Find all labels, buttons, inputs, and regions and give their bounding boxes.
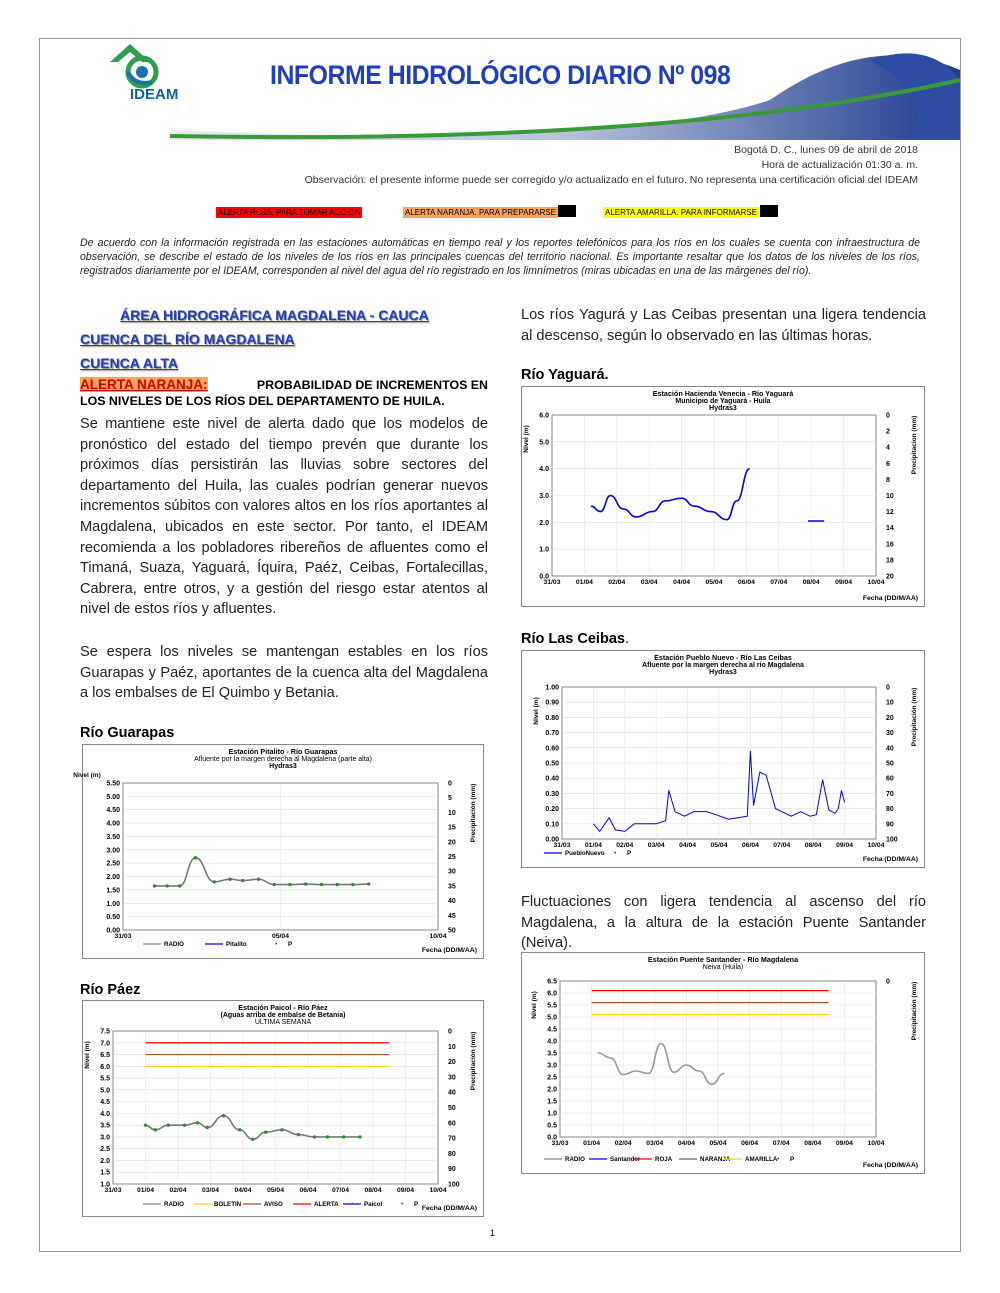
y2-tick-label: 0 xyxy=(448,780,452,788)
update-line: Hora de actualización 01:30 a. m. xyxy=(761,159,918,171)
chart-title: Estación Hacienda Venecia - Río Yaguará xyxy=(652,389,794,398)
y-tick-label: 3.0 xyxy=(547,1062,557,1070)
paragraph-stable: Se espera los niveles se mantengan estables en los ríos Guarapas y Paéz, aportantes de la cuenca alta del Magdalena a los embalses de El Quimbo y Betania. xyxy=(80,644,488,702)
area-heading: ÁREA HIDROGRÁFICA MAGDALENA - CAUCA xyxy=(120,307,429,323)
y-tick-label: 6.0 xyxy=(547,990,557,998)
x-axis-label: Fecha (DD/M/AA) xyxy=(862,595,918,602)
x-tick-label: 02/04 xyxy=(608,579,626,586)
x-tick-label: 10/04 xyxy=(867,579,885,586)
data-point xyxy=(222,1114,225,1117)
data-point xyxy=(154,1128,157,1131)
alert-orange-swatch xyxy=(558,205,576,217)
x-tick-label: 03/04 xyxy=(201,1187,220,1194)
intro-paragraph: De acuerdo con la información registrada en las estaciones automáticas en tiempo real y los reportes telefónicos para los ríos en los cuales se cuenta con infraestructura de observación, se describe el estado de los niveles de los ríos en las principales cuencas del territorio nacional. Es importante resaltar que los datos de los niveles de los ríos, registrados diariamente por el IDEAM, corresponden al nivel del agua del río registrado en los limnímetros (miras ubicadas en una de las márgenes del río). xyxy=(80,237,920,277)
y2-tick-label: 0 xyxy=(886,684,890,692)
legend-marker: • xyxy=(777,1156,780,1163)
y-tick-label: 4.5 xyxy=(547,1026,557,1034)
y-tick-label: 4.5 xyxy=(100,1099,110,1107)
x-tick-label: 10/04 xyxy=(867,1140,885,1147)
y-tick-label: 0.70 xyxy=(545,730,559,738)
y-tick-label: 6.5 xyxy=(100,1052,110,1060)
alert-yellow-badge: ALERTA AMARILLA. PARA INFORMARSE xyxy=(605,208,758,217)
chart-ceibas xyxy=(521,650,925,868)
legend-label: ROJA xyxy=(655,1156,673,1163)
x-tick-label: 05/04 xyxy=(271,933,290,940)
x-tick-label: 04/04 xyxy=(679,842,697,849)
y-tick-label: 0.10 xyxy=(545,821,559,829)
x-tick-label: 06/04 xyxy=(741,1140,759,1147)
chart-subtitle: Neiva (Huila) xyxy=(702,964,744,971)
x-tick-label: 02/04 xyxy=(616,842,634,849)
chart-subtitle-2: Hydras3 xyxy=(269,763,297,770)
data-point xyxy=(238,1128,241,1131)
data-point xyxy=(288,883,291,886)
y-tick-label: 0.00 xyxy=(545,836,559,844)
x-tick-label: 03/04 xyxy=(647,842,665,849)
heading-ceibas xyxy=(521,631,629,647)
chart-subtitle: Municipio de Yaguará - Huila xyxy=(675,398,771,405)
chart-subtitle: Afluente por la margen derecha al Magdalena (parte alta) xyxy=(194,756,372,763)
y2-tick-label: 20 xyxy=(886,573,894,581)
x-tick-label: 08/04 xyxy=(364,1187,382,1194)
x-tick-label: 31/03 xyxy=(114,933,132,940)
y-tick-label: 0.00 xyxy=(106,927,120,935)
data-point xyxy=(194,856,197,859)
chart-subtitle: (Aguas arriba de embalse de Betania) xyxy=(220,1012,346,1019)
y-tick-label: 4.0 xyxy=(547,1038,557,1046)
y-axis-label: Nivel (m) xyxy=(533,697,540,725)
chart-subtitle: Afluente por la margen derecha al río Magdalena xyxy=(642,662,804,669)
legend-label: BOLETIN xyxy=(214,1201,242,1208)
x-tick-label: 10/04 xyxy=(429,1187,447,1194)
y-tick-label: 1.0 xyxy=(539,546,549,554)
legend-label: Pitalito xyxy=(226,941,247,948)
legend-label: ALERTA xyxy=(314,1201,339,1208)
x-tick-label: 08/04 xyxy=(804,842,822,849)
data-point xyxy=(213,880,216,883)
legend-label: PuebloNuevo xyxy=(565,850,605,857)
chart-title: Estación Pitalito - Río Guarapas xyxy=(228,747,338,756)
y-tick-label: 5.5 xyxy=(100,1075,110,1083)
y-tick-label: 5.5 xyxy=(547,1002,557,1010)
y2-tick-label: 35 xyxy=(448,883,456,891)
legend-marker: • xyxy=(614,850,617,857)
alert-title-line-2: LOS NIVELES DE LOS RÍOS DEL DEPARTAMENTO DE HUILA. xyxy=(80,394,445,408)
x-tick-label: 06/04 xyxy=(741,842,759,849)
date-line: Bogotá D. C., lunes 09 de abril de 2018 xyxy=(734,144,918,156)
y-tick-label: 1.50 xyxy=(106,887,120,895)
data-point xyxy=(358,1135,361,1138)
y-tick-label: 2.5 xyxy=(547,1074,557,1082)
data-point xyxy=(280,1128,283,1131)
y2-tick-label: 10 xyxy=(886,699,894,707)
data-point xyxy=(228,878,231,881)
x-tick-label: 05/04 xyxy=(266,1187,285,1194)
y-tick-label: 0.0 xyxy=(547,1134,557,1142)
y-tick-label: 5.50 xyxy=(106,780,120,788)
y2-tick-label: 0 xyxy=(886,978,890,986)
data-point xyxy=(183,1123,186,1126)
legend xyxy=(143,941,292,948)
y-tick-label: 2.5 xyxy=(100,1146,110,1154)
x-tick-label: 08/04 xyxy=(802,579,820,586)
x-tick-label: 03/04 xyxy=(646,1140,664,1147)
data-point xyxy=(144,1123,147,1126)
y-tick-label: 0.40 xyxy=(545,775,559,783)
x-tick-label: 02/04 xyxy=(614,1140,632,1147)
chart-title: Estación Pueblo Nuevo - Río Las Ceibas xyxy=(654,653,792,662)
chart-guarapas xyxy=(73,744,484,959)
y-tick-label: 7.0 xyxy=(100,1040,110,1048)
y-axis-label: Nivel (m) xyxy=(531,991,538,1019)
y-tick-label: 3.5 xyxy=(547,1050,557,1058)
y2-tick-label: 20 xyxy=(886,714,894,722)
data-point xyxy=(313,1135,316,1138)
data-point xyxy=(165,884,168,887)
y-tick-label: 2.0 xyxy=(539,519,549,527)
x-tick-label: 07/04 xyxy=(331,1187,350,1194)
x-tick-label: 09/04 xyxy=(836,842,854,849)
series-line xyxy=(598,1043,724,1084)
y-tick-label: 1.0 xyxy=(100,1181,110,1189)
x-tick-label: 05/04 xyxy=(710,842,728,849)
y-tick-label: 2.0 xyxy=(547,1086,557,1094)
data-point xyxy=(257,878,260,881)
legend-marker: • xyxy=(351,1201,354,1208)
y2-axis-label: Precipitación (mm) xyxy=(911,981,918,1041)
y-tick-label: 3.50 xyxy=(106,833,120,841)
data-point xyxy=(264,1131,267,1134)
y2-tick-label: 100 xyxy=(886,836,898,844)
y-tick-label: 1.00 xyxy=(106,900,120,908)
data-point xyxy=(297,1133,300,1136)
x-tick-label: 04/04 xyxy=(677,1140,695,1147)
logo-text: IDEAM xyxy=(130,86,179,103)
y2-tick-label: 2 xyxy=(886,428,890,436)
x-axis-label: Fecha (DD/M/AA) xyxy=(421,947,477,954)
chart-subtitle-2: Hydras3 xyxy=(709,669,737,676)
y-tick-label: 0.20 xyxy=(545,806,559,814)
data-point xyxy=(326,1135,329,1138)
legend-label: Santander xyxy=(610,1156,641,1163)
y-tick-label: 2.00 xyxy=(106,874,120,882)
data-point xyxy=(273,883,276,886)
y2-axis-label: Precipitacion (mm) xyxy=(911,415,918,475)
x-tick-label: 09/04 xyxy=(396,1187,415,1194)
x-axis-label: Fecha (DD/M/AA) xyxy=(421,1205,477,1212)
y-tick-label: 3.0 xyxy=(539,493,549,500)
legend xyxy=(544,850,631,857)
y2-tick-label: 50 xyxy=(886,760,894,768)
y-tick-label: 5.0 xyxy=(547,1014,557,1022)
y-tick-label: 6.5 xyxy=(547,978,557,986)
y2-axis-label: Precipitación (mm) xyxy=(911,687,918,747)
legend xyxy=(544,1156,794,1163)
legend-label: P xyxy=(627,850,632,857)
y-axis-label: Nivel (m) xyxy=(523,425,530,453)
y2-tick-label: 80 xyxy=(448,1150,456,1158)
y2-tick-label: 14 xyxy=(886,525,894,533)
x-tick-label: 31/03 xyxy=(551,1140,569,1147)
x-axis-label: Fecha (DD/M/AA) xyxy=(862,856,918,863)
y-tick-label: 2.0 xyxy=(100,1157,110,1165)
x-tick-label: 31/03 xyxy=(543,579,561,586)
y-tick-label: 1.5 xyxy=(547,1098,557,1106)
y-tick-label: 1.00 xyxy=(545,684,559,692)
cuenca-heading: CUENCA DEL RÍO MAGDALENA xyxy=(80,331,295,347)
y2-tick-label: 50 xyxy=(448,927,456,935)
x-tick-label: 10/04 xyxy=(429,933,447,940)
alert-yellow-swatch xyxy=(760,205,778,217)
y2-tick-label: 0 xyxy=(886,412,890,420)
x-tick-label: 09/04 xyxy=(835,579,853,586)
legend-marker: • xyxy=(275,941,278,948)
y2-tick-label: 18 xyxy=(886,557,894,565)
y2-tick-label: 8 xyxy=(886,476,890,484)
x-tick-label: 10/04 xyxy=(867,842,885,849)
y-tick-label: 0.0 xyxy=(539,573,549,581)
y-tick-label: 2.50 xyxy=(106,860,120,868)
x-tick-label: 08/04 xyxy=(804,1140,822,1147)
x-tick-label: 01/04 xyxy=(136,1187,155,1194)
y-tick-label: 6.0 xyxy=(100,1063,110,1071)
y-tick-label: 0.60 xyxy=(545,745,559,753)
x-tick-label: 05/04 xyxy=(709,1140,727,1147)
chart-magdalena xyxy=(521,952,925,1174)
y2-tick-label: 5 xyxy=(448,795,452,803)
y-tick-label: 0.50 xyxy=(106,914,120,922)
x-tick-label: 06/04 xyxy=(299,1187,317,1194)
y2-tick-label: 25 xyxy=(448,854,456,861)
legend-label: NARANJA xyxy=(700,1156,731,1163)
y2-tick-label: 70 xyxy=(886,790,894,798)
x-tick-label: 09/04 xyxy=(835,1140,853,1147)
y-tick-label: 5.0 xyxy=(100,1087,110,1095)
y2-tick-label: 45 xyxy=(448,912,456,920)
y-tick-label: 3.0 xyxy=(100,1134,110,1142)
y-tick-label: 0.90 xyxy=(545,699,559,707)
paragraph-alert: Se mantiene este nivel de alerta dado que los modelos de pronóstico del estado del tiempo prevén que durante los próximos días persistirán las lluvias sobre sectores del departamento del Huila, las cuales podrían generar nuevos incrementos súbitos con valores altos en los ríos aportantes al Magdalena, ubicados en este sector. Por tanto, el IDEAM recomienda a los pobladores ribereños de afluentes como el Timaná, Suaza, Yaguará, Íquira, Paéz, Ceibas, Fortalecillas, Cabrera, entre otros, y a gestión del riesgo estar atentos al nivel de estos ríos y afluentes. xyxy=(80,416,488,618)
x-tick-label: 02/04 xyxy=(169,1187,187,1194)
alert-red-badge: ALERTA ROJA. PARA TOMAR ACCIÓN xyxy=(218,208,361,217)
data-point xyxy=(351,883,354,886)
y2-tick-label: 10 xyxy=(886,493,894,500)
legend-label: RADIO xyxy=(164,1201,184,1208)
y2-axis-label: Precipitación (mm) xyxy=(470,783,477,843)
y2-tick-label: 60 xyxy=(448,1120,456,1128)
y2-tick-label: 40 xyxy=(448,898,456,906)
data-point xyxy=(336,883,339,886)
y-tick-label: 0.80 xyxy=(545,714,559,722)
data-point xyxy=(196,1121,199,1124)
y-tick-label: 1.5 xyxy=(100,1169,110,1177)
chart-svg-paez xyxy=(83,1001,483,1216)
x-tick-label: 05/04 xyxy=(705,579,723,586)
heading-guarapas: Río Guarapas xyxy=(80,725,175,741)
x-tick-label: 01/04 xyxy=(575,579,593,586)
y-tick-label: 0.5 xyxy=(547,1122,557,1130)
y2-tick-label: 30 xyxy=(448,1074,456,1082)
chart-subtitle-2: Hydras3 xyxy=(709,405,737,412)
y2-tick-label: 40 xyxy=(448,1089,456,1097)
heading-paez: Río Páez xyxy=(80,982,141,998)
x-tick-label: 01/04 xyxy=(584,842,602,849)
heading-ceibas-text: Río Las Ceibas xyxy=(521,631,625,647)
y2-tick-label: 10 xyxy=(448,809,456,817)
y-tick-label: 4.0 xyxy=(100,1110,110,1118)
y-tick-label: 7.5 xyxy=(100,1028,110,1036)
y2-tick-label: 20 xyxy=(448,839,456,847)
x-tick-label: 06/04 xyxy=(737,579,755,586)
y-tick-label: 4.00 xyxy=(106,820,120,828)
y-tick-label: 3.00 xyxy=(106,847,120,855)
y2-tick-label: 4 xyxy=(886,444,890,452)
y2-tick-label: 15 xyxy=(448,824,456,832)
x-axis-label: Fecha (DD/M/AA) xyxy=(862,1162,918,1169)
y-axis-label: Nivel (m) xyxy=(84,1041,91,1069)
paragraph-yaguara: Los ríos Yagurá y Las Ceibas presentan una ligera tendencia al descenso, según lo observado en las últimas horas. xyxy=(521,307,926,344)
legend-label: AMARILLA xyxy=(745,1156,778,1163)
x-tick-label: 01/04 xyxy=(583,1140,601,1147)
y2-tick-label: 90 xyxy=(448,1166,456,1174)
y2-tick-label: 0 xyxy=(448,1028,452,1036)
x-tick-label: 31/03 xyxy=(104,1187,122,1194)
y2-tick-label: 30 xyxy=(448,868,456,876)
legend-marker: • xyxy=(401,1201,404,1208)
y-tick-label: 3.5 xyxy=(100,1122,110,1130)
chart-svg-ceibas xyxy=(522,651,924,867)
data-point xyxy=(241,879,244,882)
chart-svg-guarapas xyxy=(73,745,483,958)
chart-paez xyxy=(82,1000,484,1217)
observation-line: Observación: el presente informe puede ser corregido y/o actualizado en el futuro. No representa una certificación oficial del IDEAM xyxy=(304,174,918,186)
x-tick-label: 31/03 xyxy=(553,842,571,849)
y-tick-label: 4.50 xyxy=(106,807,120,815)
y-axis-label: Nivel (m) xyxy=(73,772,101,779)
y-tick-label: 1.0 xyxy=(547,1110,557,1118)
series-line xyxy=(591,469,750,520)
alert-title xyxy=(80,377,488,409)
y2-tick-label: 6 xyxy=(886,460,890,468)
x-tick-label: 07/04 xyxy=(772,1140,790,1147)
y-tick-label: 4.0 xyxy=(539,466,549,474)
data-point xyxy=(178,884,181,887)
data-point xyxy=(304,882,307,885)
chart-yaguara xyxy=(521,386,925,607)
y2-tick-label: 20 xyxy=(448,1059,456,1067)
y-tick-label: 6.0 xyxy=(539,412,549,420)
heading-ceibas-dot: . xyxy=(624,631,629,647)
legend-label: RADIO xyxy=(164,941,184,948)
data-point xyxy=(167,1123,170,1126)
y2-tick-label: 70 xyxy=(448,1135,456,1143)
y2-tick-label: 40 xyxy=(886,745,894,753)
paragraph-magdalena: Fluctuaciones con ligera tendencia al ascenso del río Magdalena, a la altura de la estación Puente Santander (Neiva). xyxy=(521,894,926,952)
y-tick-label: 0.30 xyxy=(545,790,559,798)
y2-tick-label: 100 xyxy=(448,1181,460,1189)
y-tick-label: 0.50 xyxy=(545,760,559,768)
legend-label: P xyxy=(790,1156,795,1163)
y2-tick-label: 50 xyxy=(448,1105,456,1112)
page-number: 1 xyxy=(490,1228,496,1238)
chart-subtitle-2: ULTIMA SEMANA xyxy=(254,1019,312,1026)
chart-title: Estación Puente Santander - Río Magdalena xyxy=(647,955,799,964)
data-point xyxy=(153,884,156,887)
y2-tick-label: 16 xyxy=(886,541,894,549)
alert-orange-badge: ALERTA NARANJA. PARA PREPARARSE xyxy=(405,208,557,217)
y2-tick-label: 12 xyxy=(886,509,894,517)
y2-tick-label: 90 xyxy=(886,821,894,829)
y-tick-label: 5.0 xyxy=(539,439,549,447)
data-point xyxy=(367,882,370,885)
alert-title-line-1: PROBABILIDAD DE INCREMENTOS EN xyxy=(256,378,488,392)
y-tick-label: 5.00 xyxy=(106,793,120,801)
chart-svg-magdalena xyxy=(522,953,924,1173)
x-tick-label: 07/04 xyxy=(770,579,788,586)
y2-tick-label: 30 xyxy=(886,730,894,738)
legend-label: P xyxy=(414,1201,419,1208)
alert-label: ALERTA NARANJA: xyxy=(80,377,208,392)
legend xyxy=(143,1201,418,1208)
x-tick-label: 07/04 xyxy=(773,842,791,849)
data-point xyxy=(320,883,323,886)
chart-svg-yaguara xyxy=(522,387,924,606)
y2-axis-label: Precipitación (mm) xyxy=(470,1031,477,1091)
data-point xyxy=(251,1138,254,1141)
legend-label: P xyxy=(288,941,293,948)
legend-label: RADIO xyxy=(565,1156,585,1163)
x-tick-label: 04/04 xyxy=(234,1187,252,1194)
series-line xyxy=(155,858,369,886)
x-tick-label: 04/04 xyxy=(673,579,691,586)
chart-title: Estación Paicol - Río Páez xyxy=(238,1003,328,1012)
data-point xyxy=(342,1135,345,1138)
y2-tick-label: 10 xyxy=(448,1043,456,1051)
x-tick-label: 03/04 xyxy=(640,579,658,586)
legend-label: Paicol xyxy=(364,1201,383,1208)
heading-yaguara: Río Yaguará. xyxy=(521,367,609,383)
cuenca-alta-heading: CUENCA ALTA xyxy=(80,355,178,371)
y2-tick-label: 60 xyxy=(886,775,894,783)
data-point xyxy=(206,1126,209,1129)
legend-label: AVISO xyxy=(264,1201,283,1208)
y2-tick-label: 80 xyxy=(886,806,894,814)
report-title: INFORME HIDROLÓGICO DIARIO Nº 098 xyxy=(270,60,731,90)
